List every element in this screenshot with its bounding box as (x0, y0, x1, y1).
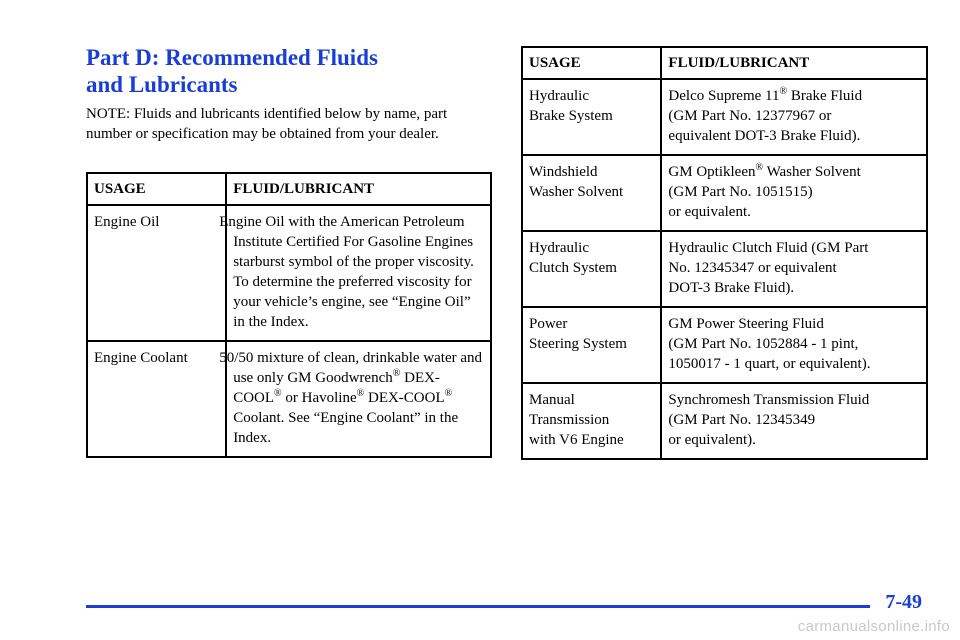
fluids-table-right (521, 46, 928, 460)
fluid-text: Brake Fluid (GM Part No. 12377967 or equivalent DOT-3 Brake Fluid). (668, 88, 863, 144)
table-row (522, 231, 927, 307)
registered-mark: ® (779, 86, 788, 97)
table-row (522, 79, 927, 155)
fluid-header: FLUID/LUBRICANT (661, 47, 927, 79)
table-row (87, 205, 491, 341)
fluid-text: Delco Supreme 11 (668, 88, 780, 104)
usage-header: USAGE (87, 173, 226, 205)
table-row (87, 341, 491, 457)
table-header-row (87, 173, 491, 205)
usage-cell: Manual Transmission with V6 Engine (522, 383, 661, 459)
footer-rule (86, 605, 870, 608)
fluid-cell: Hydraulic Clutch Fluid (GM Part No. 12345347 or equivalent DOT-3 Brake Fluid). (661, 231, 927, 307)
fluids-table-left (86, 172, 492, 458)
usage-cell: Hydraulic Brake System (522, 79, 661, 155)
usage-cell: Windshield Washer Solvent (522, 155, 661, 231)
usage-header: USAGE (522, 47, 661, 79)
table-row (522, 383, 927, 459)
usage-cell: Engine Coolant (87, 341, 226, 457)
title-line-1: Part D: Recommended Fluids (86, 45, 378, 70)
fluid-cell: GM Power Steering Fluid (GM Part No. 1052884 - 1 pint, 1050017 - 1 quart, or equivalent). (661, 307, 927, 383)
page-number: 7-49 (885, 591, 922, 613)
fluid-text: DEX-COOL (364, 390, 445, 406)
fluid-text: Washer Solvent (GM Part No. 1051515) or equivalent. (668, 164, 861, 220)
fluid-text: GM Optikleen (668, 164, 756, 180)
usage-cell: Hydraulic Clutch System (522, 231, 661, 307)
fluid-cell (661, 79, 927, 155)
table-row (522, 155, 927, 231)
note-text: NOTE: Fluids and lubricants identified below by name, part number or specification may be obtained from your dealer. (86, 106, 448, 142)
fluid-cell: Synchromesh Transmission Fluid (GM Part No. 12345349 or equivalent). (661, 383, 927, 459)
fluid-cell (661, 155, 927, 231)
fluid-text: or Havoline (281, 390, 357, 406)
fluid-text: Coolant. See “Engine Coolant” in the Index. (233, 410, 459, 446)
registered-mark: ® (444, 388, 453, 399)
fluid-header: FLUID/LUBRICANT (226, 173, 491, 205)
title-line-2: and Lubricants (86, 72, 238, 97)
fluid-text: DEX-COOL (233, 370, 440, 406)
table-row (522, 307, 927, 383)
fluid-cell: Engine Oil with the American Petroleum Institute Certified For Gasoline Engines starburst symbol of the proper viscosity. To determine the preferred viscosity for your vehicle’s engine, see “Engine Oil” in the Index. (226, 205, 491, 341)
registered-mark: ® (392, 368, 401, 379)
usage-cell: Engine Oil (87, 205, 226, 341)
fluid-text: 50/50 mixture of clean, drinkable water and use only GM Goodwrench (219, 350, 483, 386)
watermark: carmanualsonline.info (797, 618, 950, 635)
usage-cell: Power Steering System (522, 307, 661, 383)
fluid-cell (219, 341, 491, 457)
registered-mark: ® (356, 388, 365, 399)
table-header-row (522, 47, 927, 79)
registered-mark: ® (755, 162, 764, 173)
page-title (86, 44, 378, 98)
registered-mark: ® (274, 388, 282, 399)
